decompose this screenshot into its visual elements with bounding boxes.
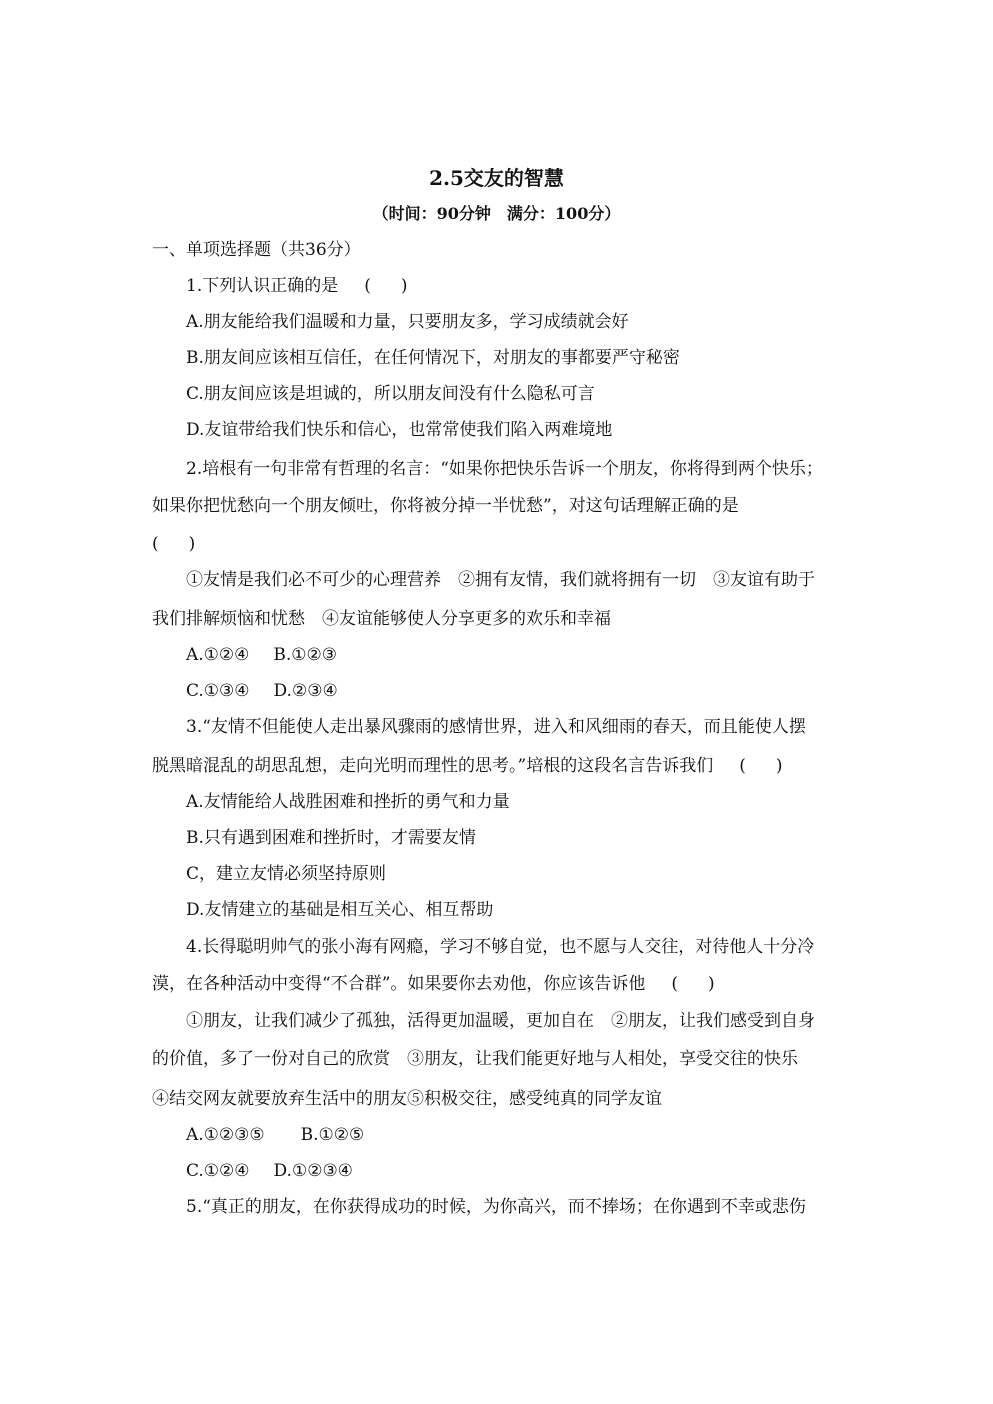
paren-open: ( [152, 534, 159, 554]
question-1-stem [186, 272, 408, 300]
page-subtitle: （时间：90分钟 满分：100分） [372, 204, 621, 223]
question-4-option-d: D.①②③④ [273, 1161, 353, 1181]
question-2-options-ab [186, 641, 337, 669]
paren-close: ) [708, 974, 715, 994]
question-2-option-a: A.①②④ [186, 645, 250, 665]
question-4-option-a: A.①②③⑤ [186, 1125, 265, 1145]
question-3-stem-line1: 3.“友情不但能使人走出暴风骤雨的感情世界，进入和风细雨的春天，而且能使人摆 [186, 717, 806, 737]
question-3-text: 脱黑暗混乱的胡思乱想，走向光明而理性的思考。”培根的这段名言告诉我们 [152, 756, 714, 776]
question-4-options-ab [186, 1121, 364, 1149]
section-heading: 一、单项选择题（共36分） [152, 240, 361, 260]
question-2-option-b: B.①②③ [273, 645, 338, 665]
answer-blank [152, 530, 195, 558]
question-4-option-b: B.①②⑤ [300, 1125, 365, 1145]
question-2-items-line1: ①友情是我们必不可少的心理营养 ②拥有友情，我们就将拥有一切 ③友谊有助于 [186, 570, 815, 590]
question-4-options-cd [186, 1157, 353, 1185]
paren-open: ( [739, 756, 746, 776]
question-1-option-d: D.友谊带给我们快乐和信心，也常常使我们陷入两难境地 [186, 420, 613, 440]
question-1-option-b: B.朋友间应该相互信任，在任何情况下，对朋友的事都要严守秘密 [186, 348, 680, 368]
question-2-option-c: C.①③④ [186, 681, 250, 701]
question-3-stem-line2 [152, 752, 782, 780]
question-2-stem-line2: 如果你把忧愁向一个朋友倾吐，你将被分掉一半忧愁”，对这句话理解正确的是 [152, 496, 739, 516]
question-4-option-c: C.①②④ [186, 1161, 250, 1181]
question-4-items-line1: ①朋友，让我们减少了孤独，活得更加温暖，更加自在 ②朋友，让我们感受到自身 [186, 1011, 815, 1031]
answer-blank [671, 970, 714, 998]
question-2-items-line2: 我们排解烦恼和忧愁 ④友谊能够使人分享更多的欢乐和幸福 [152, 609, 611, 629]
question-3-option-c: C，建立友情必须坚持原则 [186, 864, 387, 884]
paren-close: ) [188, 534, 196, 554]
question-4-items-line2: 的价值，多了一份对自己的欣赏 ③朋友，让我们能更好地与人相处，享受交往的快乐 [152, 1049, 798, 1069]
question-2-option-d: D.②③④ [273, 681, 338, 701]
answer-blank [364, 272, 407, 300]
question-4-text: 漠，在各种活动中变得“不合群”。如果要你去劝他，你应该告诉他 [152, 974, 646, 994]
question-1-option-c: C.朋友间应该是坦诚的，所以朋友间没有什么隐私可言 [186, 384, 595, 404]
question-2-stem-line1: 2.培根有一句非常有哲理的名言：“如果你把快乐告诉一个朋友，你将得到两个快乐； [186, 459, 823, 479]
question-1-option-a: A.朋友能给我们温暖和力量，只要朋友多，学习成绩就会好 [186, 312, 629, 332]
question-4-stem-line2 [152, 970, 715, 998]
question-3-option-b: B.只有遇到困难和挫折时，才需要友情 [186, 828, 476, 848]
question-3-option-d: D.友情建立的基础是相互关心、相互帮助 [186, 900, 494, 920]
paren-open: ( [671, 974, 679, 994]
question-2-options-cd [186, 677, 338, 705]
question-1-text: 1.下列认识正确的是 [186, 276, 339, 296]
paren-close: ) [775, 756, 783, 776]
question-4-items-line3: ④结交网友就要放弃生活中的朋友⑤积极交往，感受纯真的同学友谊 [152, 1089, 662, 1109]
answer-blank [739, 752, 782, 780]
question-3-option-a: A.友情能给人战胜困难和挫折的勇气和力量 [186, 792, 510, 812]
question-5-stem-line1: 5.“真正的朋友，在你获得成功的时候，为你高兴，而不捧场；在你遇到不幸或悲伤 [186, 1197, 806, 1217]
paren-close: ) [400, 276, 408, 296]
paren-open: ( [364, 276, 371, 296]
question-4-stem-line1: 4.长得聪明帅气的张小海有网瘾，学习不够自觉，也不愿与人交往，对待他人十分冷 [186, 937, 815, 957]
page-title: 2.5交友的智慧 [429, 166, 564, 190]
